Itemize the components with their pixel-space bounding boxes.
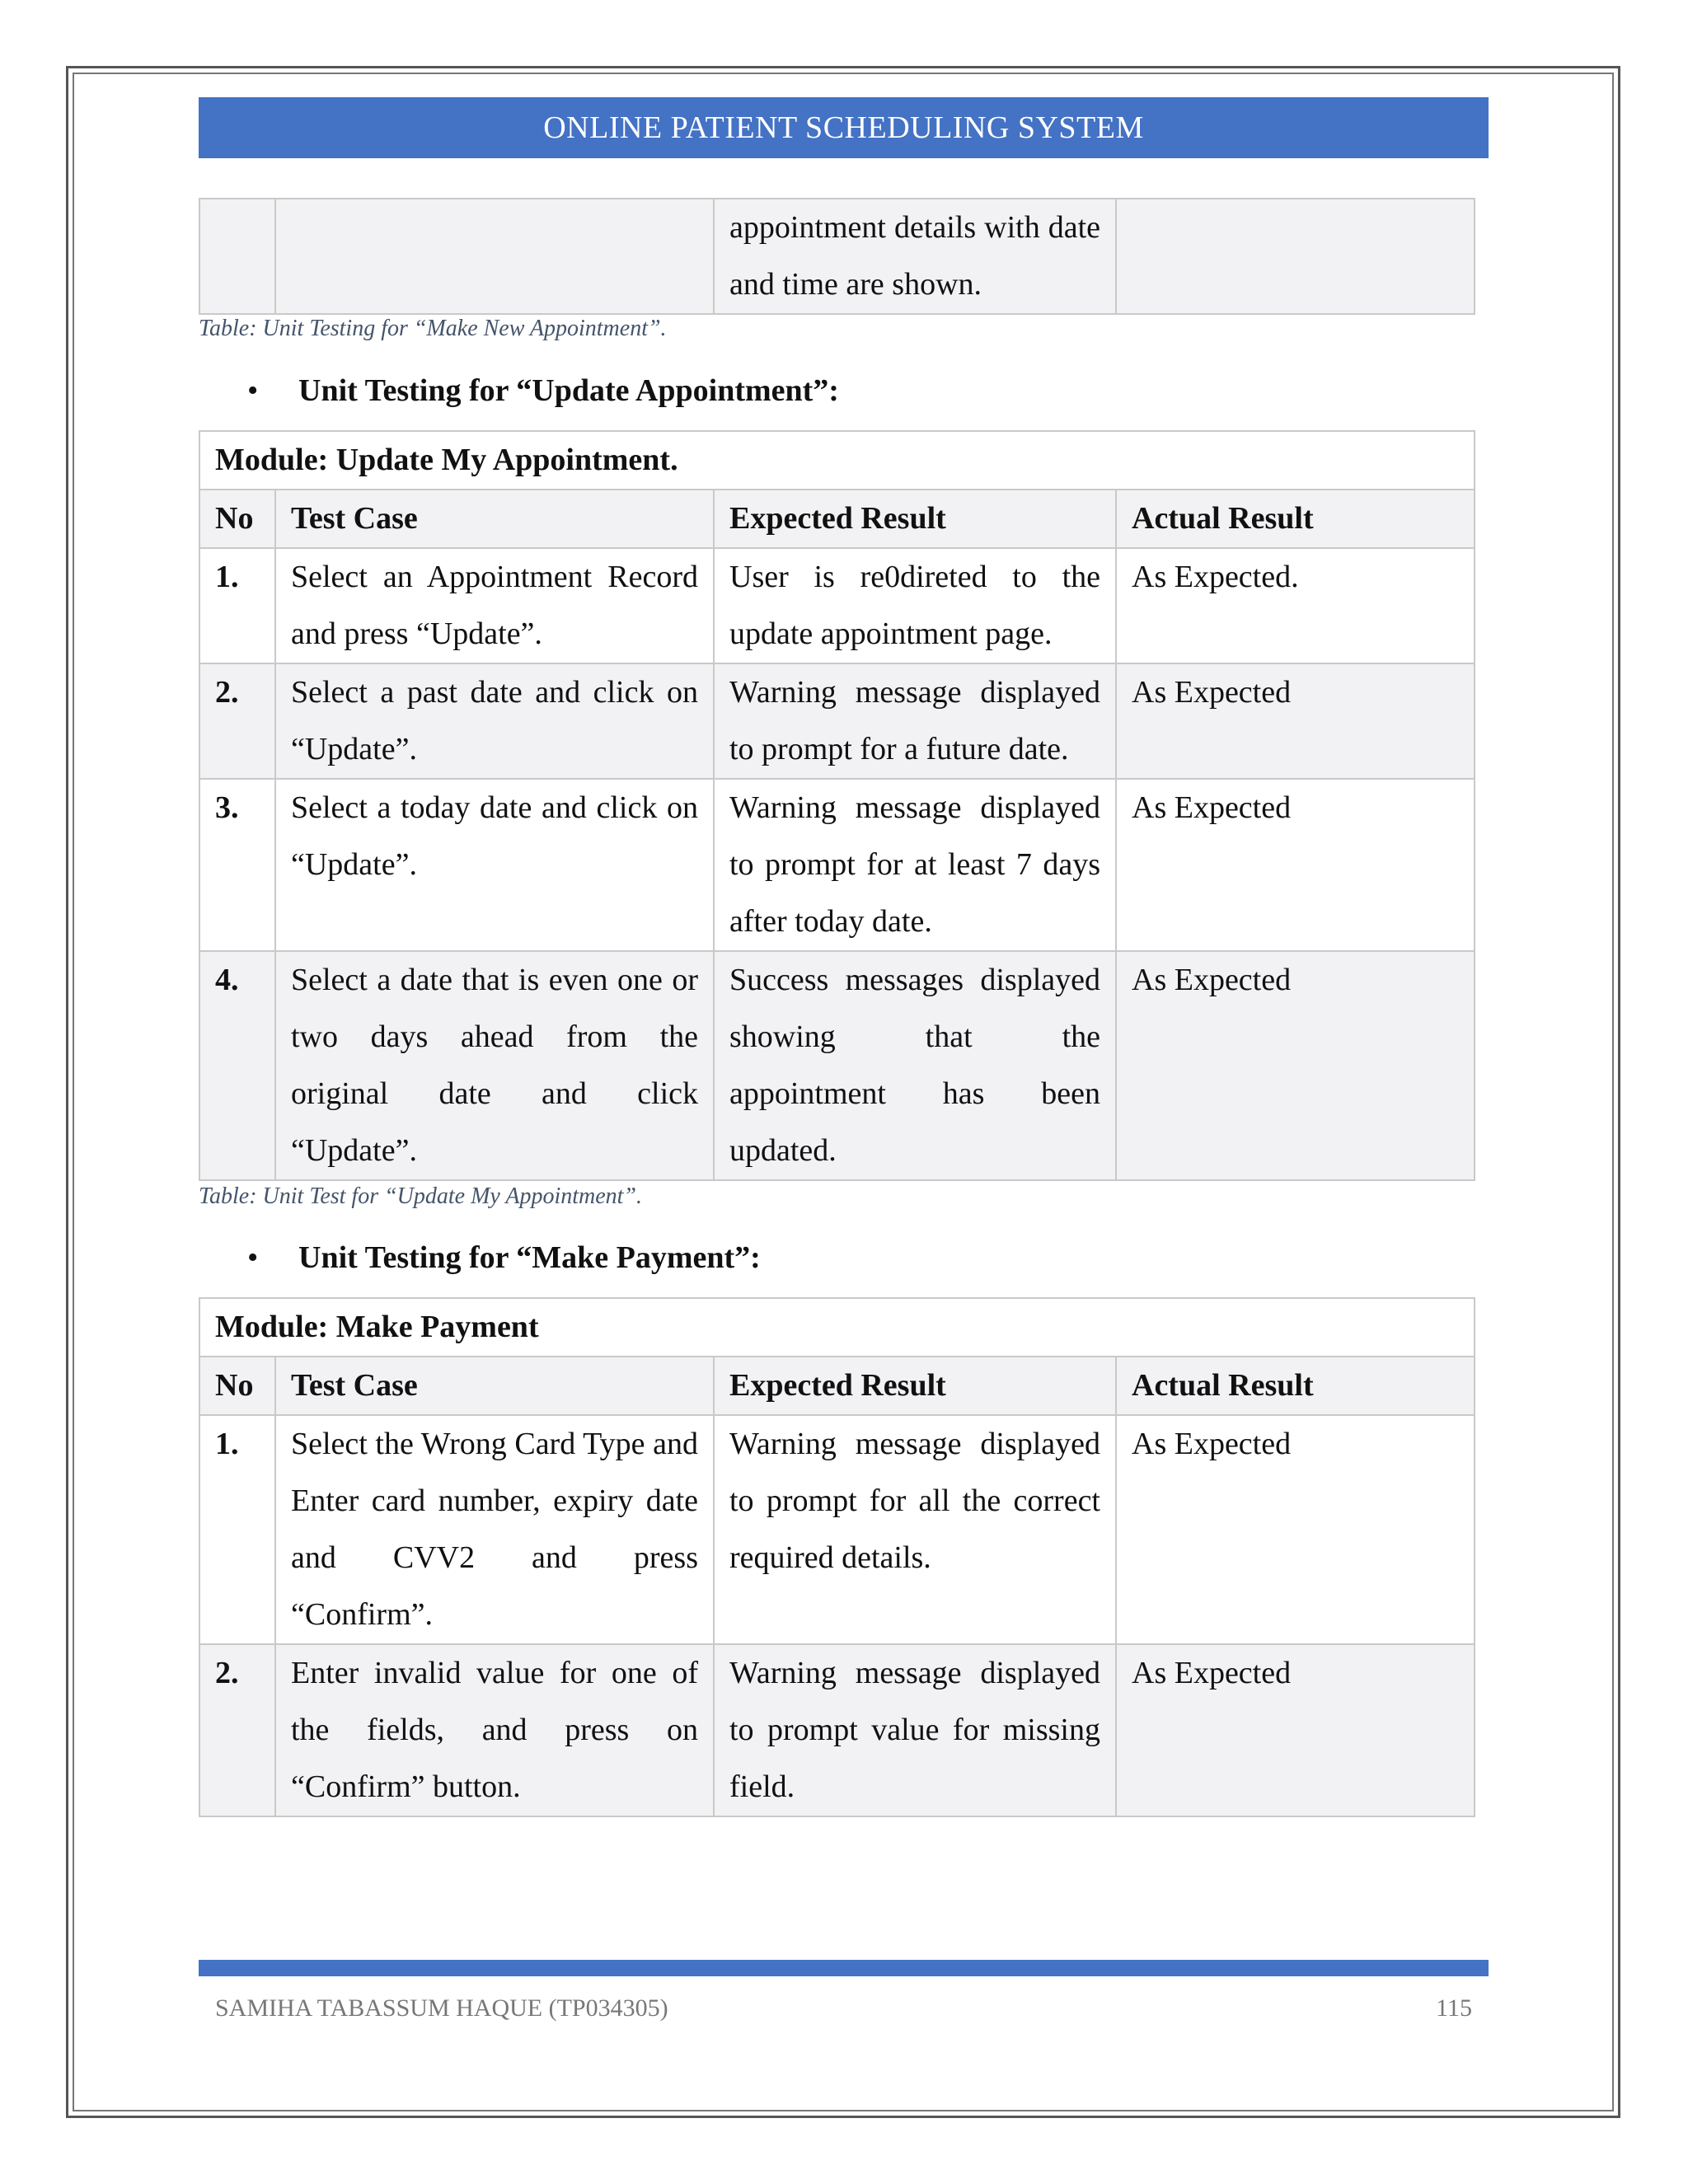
column-header: Actual Result bbox=[1116, 490, 1475, 548]
row-number: 1. bbox=[199, 1415, 275, 1644]
table-row bbox=[199, 951, 1475, 1180]
table-cell bbox=[199, 199, 275, 314]
table-row bbox=[199, 663, 1475, 779]
row-number: 2. bbox=[199, 1644, 275, 1816]
column-header: No bbox=[199, 490, 275, 548]
update-appointment-table bbox=[199, 430, 1475, 1181]
page-number: 115 bbox=[1436, 1994, 1472, 2022]
table-row bbox=[199, 199, 1475, 314]
test-case-cell: Select a date that is even one or two days ahead from the original date and click “Update”. bbox=[275, 951, 714, 1180]
expected-result-cell: Warning message displayed to prompt value for missing field. bbox=[714, 1644, 1116, 1816]
test-case-cell: Enter invalid value for one of the fields, and press on “Confirm” button. bbox=[275, 1644, 714, 1816]
make-payment-table bbox=[199, 1297, 1475, 1817]
column-header: Actual Result bbox=[1116, 1357, 1475, 1415]
section-heading-text: Unit Testing for “Make Payment”: bbox=[298, 1240, 761, 1275]
row-number: 2. bbox=[199, 663, 275, 779]
column-header: Test Case bbox=[275, 490, 714, 548]
row-number: 1. bbox=[199, 548, 275, 663]
actual-result-cell: As Expected bbox=[1116, 779, 1475, 951]
table-header-row bbox=[199, 490, 1475, 548]
test-case-cell: Select the Wrong Card Type and Enter card number, expiry date and CVV2 and press “Confirm”. bbox=[275, 1415, 714, 1644]
actual-result-cell: As Expected bbox=[1116, 1415, 1475, 1644]
footer-author: SAMIHA TABASSUM HAQUE (TP034305) bbox=[215, 1994, 668, 2022]
column-header: No bbox=[199, 1357, 275, 1415]
actual-result-cell: As Expected bbox=[1116, 951, 1475, 1180]
column-header: Test Case bbox=[275, 1357, 714, 1415]
header-title: ONLINE PATIENT SCHEDULING SYSTEM bbox=[543, 110, 1144, 145]
table-row bbox=[199, 1415, 1475, 1644]
page-header bbox=[199, 97, 1489, 158]
footer-bar bbox=[199, 1960, 1489, 1976]
table-row bbox=[199, 779, 1475, 951]
table-row bbox=[199, 1644, 1475, 1816]
expected-result-cell: Warning message displayed to prompt for at least 7 days after today date. bbox=[714, 779, 1116, 951]
actual-result-cell: As Expected bbox=[1116, 1644, 1475, 1816]
bullet-icon: • bbox=[247, 1240, 259, 1275]
table-header-row bbox=[199, 1357, 1475, 1415]
table-module-row bbox=[199, 1298, 1475, 1357]
expected-result-cell: Warning message displayed to prompt for all the correct required details. bbox=[714, 1415, 1116, 1644]
module-label: Module: Make Payment bbox=[199, 1298, 1475, 1357]
expected-result-cell: User is re0direted to the update appointment page. bbox=[714, 548, 1116, 663]
row-number: 4. bbox=[199, 951, 275, 1180]
column-header: Expected Result bbox=[714, 490, 1116, 548]
table-cell bbox=[275, 199, 714, 314]
table-cell: appointment details with date and time are shown. bbox=[714, 199, 1116, 314]
row-number: 3. bbox=[199, 779, 275, 951]
bullet-icon: • bbox=[247, 373, 259, 408]
make-appointment-table-continued bbox=[199, 198, 1475, 315]
column-header: Expected Result bbox=[714, 1357, 1116, 1415]
actual-result-cell: As Expected. bbox=[1116, 548, 1475, 663]
actual-result-cell: As Expected bbox=[1116, 663, 1475, 779]
table-caption: Table: Unit Test for “Update My Appointment”. bbox=[199, 1183, 643, 1209]
test-case-cell: Select a past date and click on “Update”. bbox=[275, 663, 714, 779]
table-cell bbox=[1116, 199, 1475, 314]
table-module-row bbox=[199, 431, 1475, 490]
module-label: Module: Update My Appointment. bbox=[199, 431, 1475, 490]
test-case-cell: Select an Appointment Record and press “Update”. bbox=[275, 548, 714, 663]
table-caption: Table: Unit Testing for “Make New Appointment”. bbox=[199, 316, 667, 341]
expected-result-cell: Warning message displayed to prompt for a future date. bbox=[714, 663, 1116, 779]
section-heading-text: Unit Testing for “Update Appointment”: bbox=[298, 373, 839, 408]
test-case-cell: Select a today date and click on “Update”. bbox=[275, 779, 714, 951]
table-row bbox=[199, 548, 1475, 663]
expected-result-cell: Success messages displayed showing that the appointment has been updated. bbox=[714, 951, 1116, 1180]
